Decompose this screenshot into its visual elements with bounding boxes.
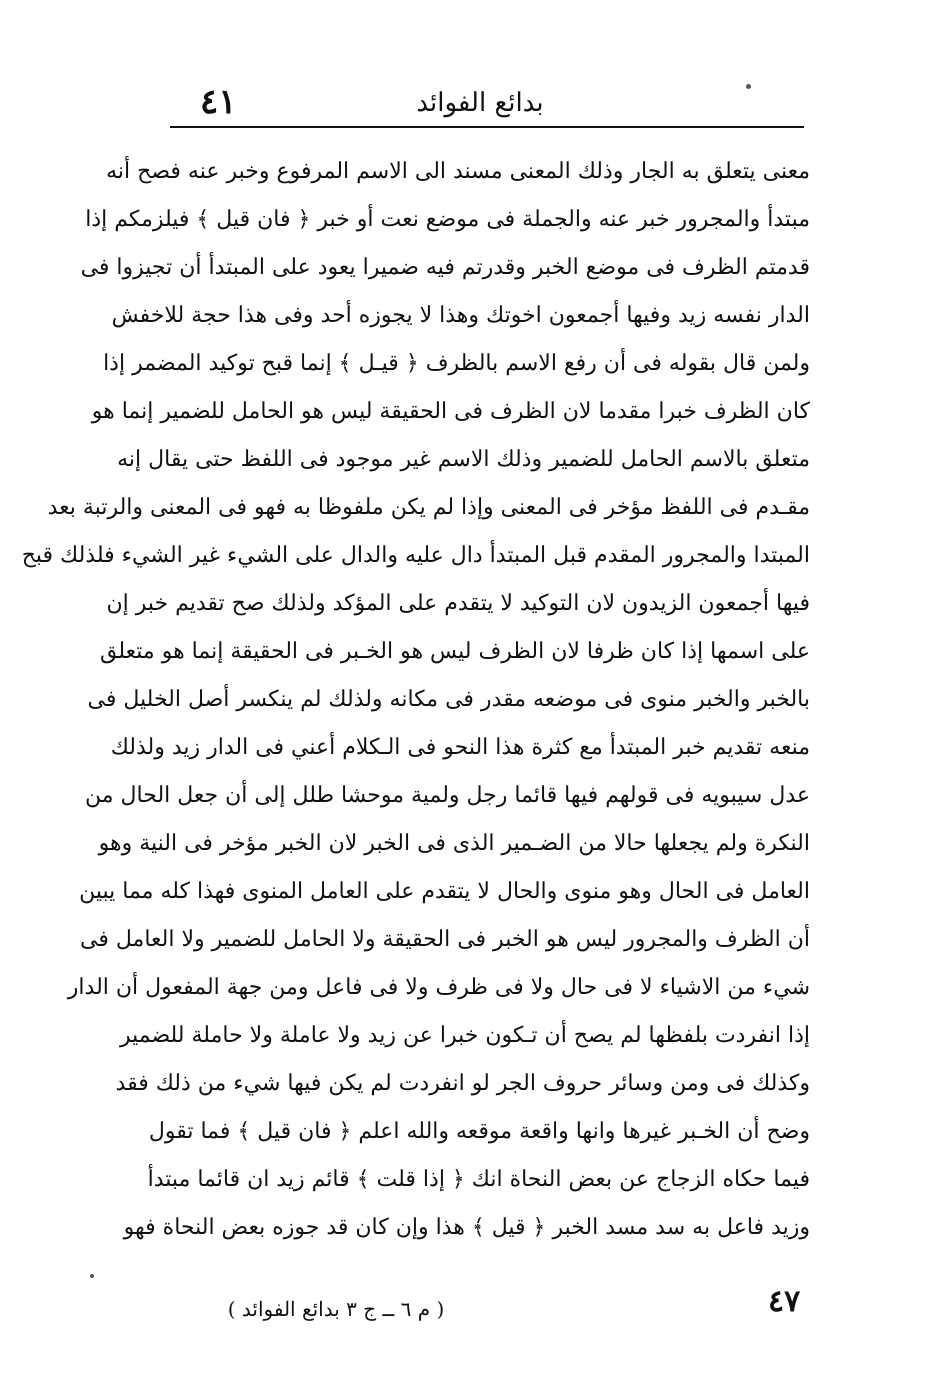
text-line: وكذلك فى ومن وسائر حروف الجر لو انفردت لم يكن فيها شيء من ذلك فقد <box>115 1071 810 1096</box>
stray-ink-mark <box>90 1274 94 1278</box>
text-line: منعه تقديم خبر المبتدأ مع كثرة هذا النحو فى الـكلام أعني فى الدار زيد ولذلك <box>110 735 810 760</box>
text-line: مبتدأ والمجرور خبر عنه والجملة فى موضع نعت أو خبر ﴿ فان قيل ﴾ فيلزمكم إذا <box>85 207 810 232</box>
text-line: إذا انفردت بلفظها لم يصح أن تـكون خبرا عن زيد ولا عاملة ولا حاملة للضمير <box>119 1023 810 1048</box>
running-head <box>170 78 804 126</box>
text-line: العامل فى الحال وهو منوى والحال لا يتقدم على العامل المنوى فهذا كله مما يبين <box>79 879 810 904</box>
text-line: مقـدم فى اللفظ مؤخر فى المعنى وإذا لم يكن ملفوظا به فهو فى المعنى والرتبة بعد <box>47 495 810 520</box>
text-line: معنى يتعلق به الجار وذلك المعنى مسند الى الاسم المرفوع وخبر عنه فصح أنه <box>106 159 810 184</box>
header-rule <box>170 126 804 128</box>
text-line: بالخبر والخبر منوى فى موضعه مقدر فى مكانه ولذلك لم ينكسر أصل الخليل فى <box>87 687 810 712</box>
text-line: المبتدا والمجرور المقدم قبل المبتدأ دال عليه والدال على الشيء غير الشيء فلذلك قبح <box>21 543 810 568</box>
text-line: عدل سيبويه فى قولهم فيها قائما رجل ولمية موحشا طلل إلى أن جعل الحال من <box>85 783 810 808</box>
running-title: بدائع الفوائد <box>416 88 544 118</box>
page-number: ٤١ <box>200 82 237 122</box>
text-line: على اسمها إذا كان ظرفا لان الظرف ليس هو الخـبر فى الحقيقة إنما هو متعلق <box>100 639 810 664</box>
text-line: وزيد فاعل به سد مسد الخبر ﴿ قيل ﴾ هذا وإن كان قد جوزه بعض النحاة فهو <box>123 1215 810 1240</box>
text-line: متعلق بالاسم الحامل للضمير وذلك الاسم غير موجود فى اللفظ حتى يقال إنه <box>117 447 810 472</box>
text-line: كان الظرف خبرا مقدما لان الظرف فى الحقيقة ليس هو الحامل للضمير إنما هو <box>91 399 810 424</box>
text-line: قدمتم الظرف فى موضع الخبر وقدرتم فيه ضميرا يعود على المبتدأ أن تجيزوا فى <box>80 255 810 280</box>
text-line: شيء من الاشياء لا فى حال ولا فى ظرف ولا فى فاعل ومن جهة المفعول أن الدار <box>67 975 810 1000</box>
text-line: ولمن قال بقوله فى أن رفع الاسم بالظرف ﴿ قيـل ﴾ إنما قبح توكيد المضمر إذا <box>103 351 810 376</box>
text-line: فيما حكاه الزجاج عن بعض النحاة انك ﴿ إذا قلت ﴾ قائم زيد ان قائما مبتدأ <box>147 1167 810 1192</box>
text-line: وضح أن الخـبر غيرها وانها واقعة موقعه والله اعلم ﴿ فان قيل ﴾ فما تقول <box>148 1119 810 1144</box>
signature-number: ٤٧ <box>768 1284 801 1319</box>
text-line: الدار نفسه زيد وفيها أجمعون اخوتك وهذا لا يجوزه أحد وفى هذا حجة للاخفش <box>111 303 810 328</box>
text-line: فيها أجمعون الزيدون لان التوكيد لا يتقدم على المؤكد ولذلك صح تقديم خبر إن <box>106 591 810 616</box>
body-text <box>21 148 810 1252</box>
text-line: النكرة ولم يجعلها حالا من الضـمير الذى فى الخبر لان الخبر مؤخر فى النية وهو <box>98 831 810 856</box>
text-line: أن الظرف والمجرور ليس هو الخبر فى الحقيقة ولا الحامل للضمير ولا العامل فى <box>80 927 810 952</box>
printer-signature: ( م ٦ ــ ج ٣ بدائع الفوائد ) <box>227 1297 445 1321</box>
